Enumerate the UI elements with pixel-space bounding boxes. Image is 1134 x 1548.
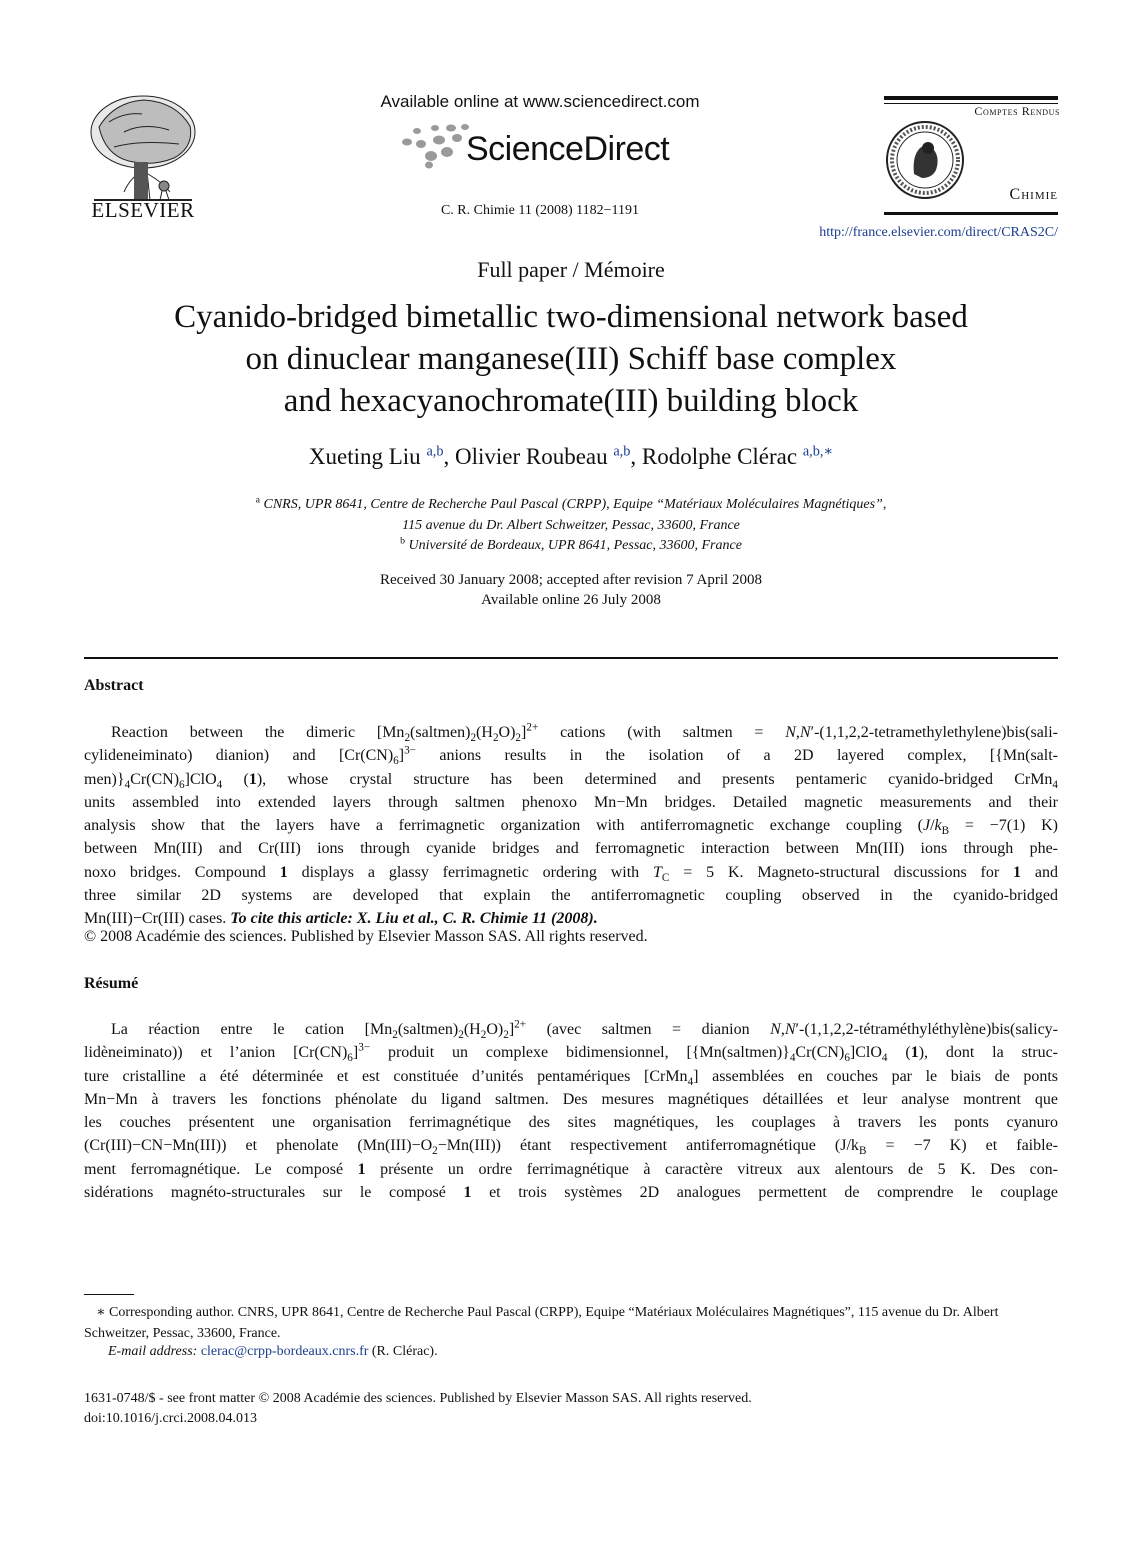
author-name: Xueting Liu [308,444,421,469]
paper-title [84,296,1058,422]
author-name: Olivier Roubeau [454,444,608,469]
author-affiliation-link[interactable]: a,b [426,443,444,460]
journal-banner-rule [884,96,1058,100]
section-divider [84,657,1058,659]
author-affiliation-link[interactable]: a,b,∗ [802,443,834,460]
email-link[interactable]: clerac@crpp-bordeaux.cnrs.fr [200,1344,369,1359]
email-label: E-mail address: [108,1344,198,1359]
issn-line: 1631-0748/$ - see front matter © 2008 Académie des sciences. Published by Elsevier Masson SAS. All rights reserved. [84,1391,752,1406]
email-owner: (R. Clérac). [371,1344,438,1359]
sciencedirect-wordmark: ScienceDirect [466,130,670,168]
footnote-marker: ∗ [96,1305,106,1320]
author-list: Xueting Liu $^{a,b}$, Olivier Roubeau $^{a,b}$, Rodolphe Clérac $^{a,b,∗}$ [308,443,834,469]
academie-seal-icon [884,112,966,204]
abstract-copyright: © 2008 Académie des sciences. Published by Elsevier Masson SAS. All rights reserved. [84,928,648,945]
doi-line: doi:10.1016/j.crci.2008.04.013 [84,1411,258,1426]
front-matter [84,1389,752,1429]
publisher-name: ELSEVIER [91,198,195,222]
footnote-text: Corresponding author. CNRS, UPR 8641, Centre de Recherche Paul Pascal (CRPP), Equipe “Matériaux Moléculaires Magnétiques”, 115 avenue du Dr. Albert Schweitzer, Pessac, 33600, France. [84,1305,999,1341]
affiliation-b [84,535,1058,554]
journal-citation: C. R. Chimie 11 (2008) 1182−1191 [440,203,640,218]
title-line: Cyanido-bridged bimetallic two-dimensional network based [174,299,968,335]
footnote-divider [84,1294,134,1295]
abstract-heading: Abstract [84,677,144,694]
resume-text: La réaction entre le cation $[Mn_2(saltmen)_2(H_2O)_2]^{2+}$ (avec saltmen = dianion N,N′-(1,1,2,2-tétraméthyléthylène)bis(salicy- lidèneiminato)) et l’anion $[Cr(CN)_6]^{3-}$ produit un complexe bidimensionnel, $[\{Mn(saltmen)\}_4Cr(CN)_6]ClO_4$ (1), dont la struc- ture cristalline a été déterminée et est constituée d’unités pentamériques [CrMn$_4$] assemblées en couches par le biais de ponts Mn−Mn à travers les fonctions phénolate du ligand saltmen. Des mesures magnétiques détaillées et leur analyse montrent que les couches présentent une organisation ferrimagnétique des sites magnétiques, les couplages à travers les ponts cyanuro (Cr(III)−CN−Mn(III)) et phenolate $(Mn(III)-O_2-Mn(III))$ étant respectivement antiferromagnétique ($J/k_B = -7$ K) et faible- ment ferromagnétique. Le composé 1 présente un ordre ferrimagnétique à caractère vitreux aux alentours de 5 K. Des con- sidérations magnéto-structurales sur le composé 1 et trois systèmes 2D analogues permettent de comprendre le couplage [84,1018,1059,1202]
affiliation-a-address: 115 avenue du Dr. Albert Schweitzer, Pessac, 33600, France [402,518,740,533]
online-date: Available online 26 July 2008 [481,592,661,608]
received-dates: Received 30 January 2008; accepted after revision 7 April 2008 [380,572,762,588]
corresponding-author-note [84,1302,1058,1344]
affiliation-label: b [400,535,405,547]
affiliation-label: a [255,494,260,506]
email-note [108,1344,438,1360]
affiliation-a [84,494,1058,513]
title-line: and hexacyanochromate(III) building block [283,383,859,419]
journal-banner-rule [884,212,1058,215]
available-online-text: Available online at www.sciencedirect.com [380,92,700,111]
resume-heading: Résumé [84,975,139,992]
affiliation-text: Université de Bordeaux, UPR 8641, Pessac, 33600, France [408,538,742,553]
abstract-text: Reaction between the dimeric $[Mn_2(saltmen)_2(H_2O)_2]^{2+}$ cations (with saltmen = N,N′-(1,1,2,2-tetramethylethylene)bis(sali- cylideneiminato) dianion) and $[Cr(CN)_6]^{3-}$ anions results in the isolation of a 2D layered complex, [{Mn(salt- $men)\}_4Cr(CN)_6]ClO_4$ (1), whose crystal structure has been determined and presents pentameric cyanido-bridged CrMn$_4$ units assembled into extended layers through saltmen phenoxo Mn−Mn bridges. Detailed magnetic measurements and their analysis show that the layers have a ferrimagnetic organization with antiferromagnetic exchange coupling ($J/k_B = -7(1)$ K) between Mn(III) and Cr(III) ions through cyanide bridges and ferromagnetic interaction between Mn(III) ions through phe- noxo bridges. Compound 1 displays a glassy ferrimagnetic ordering with $T_C = 5$ K. Magneto-structural discussions for 1 and three similar 2D systems are developed that explain the antiferromagnetic coupling observed in the cyanido-bridged Mn(III)−Cr(III) cases. To cite this article: X. Liu et al., C. R. Chimie 11 (2008). [84,721,1059,928]
journal-name-top: Comptes Rendus [974,104,1060,118]
journal-name-bottom: Chimie [1009,186,1058,203]
title-line: on dinuclear manganese(III) Schiff base complex [245,341,897,377]
paper-type: Full paper / Mémoire [477,257,665,282]
journal-url-link[interactable]: http://france.elsevier.com/direct/CRAS2C/ [819,225,1058,240]
affiliation-text: CNRS, UPR 8641, Centre de Recherche Paul Pascal (CRPP), Equipe “Matériaux Moléculaires Magnétiques”, [263,497,887,512]
author-affiliation-link[interactable]: a,b [613,443,631,460]
author-name: Rodolphe Clérac [641,444,798,469]
